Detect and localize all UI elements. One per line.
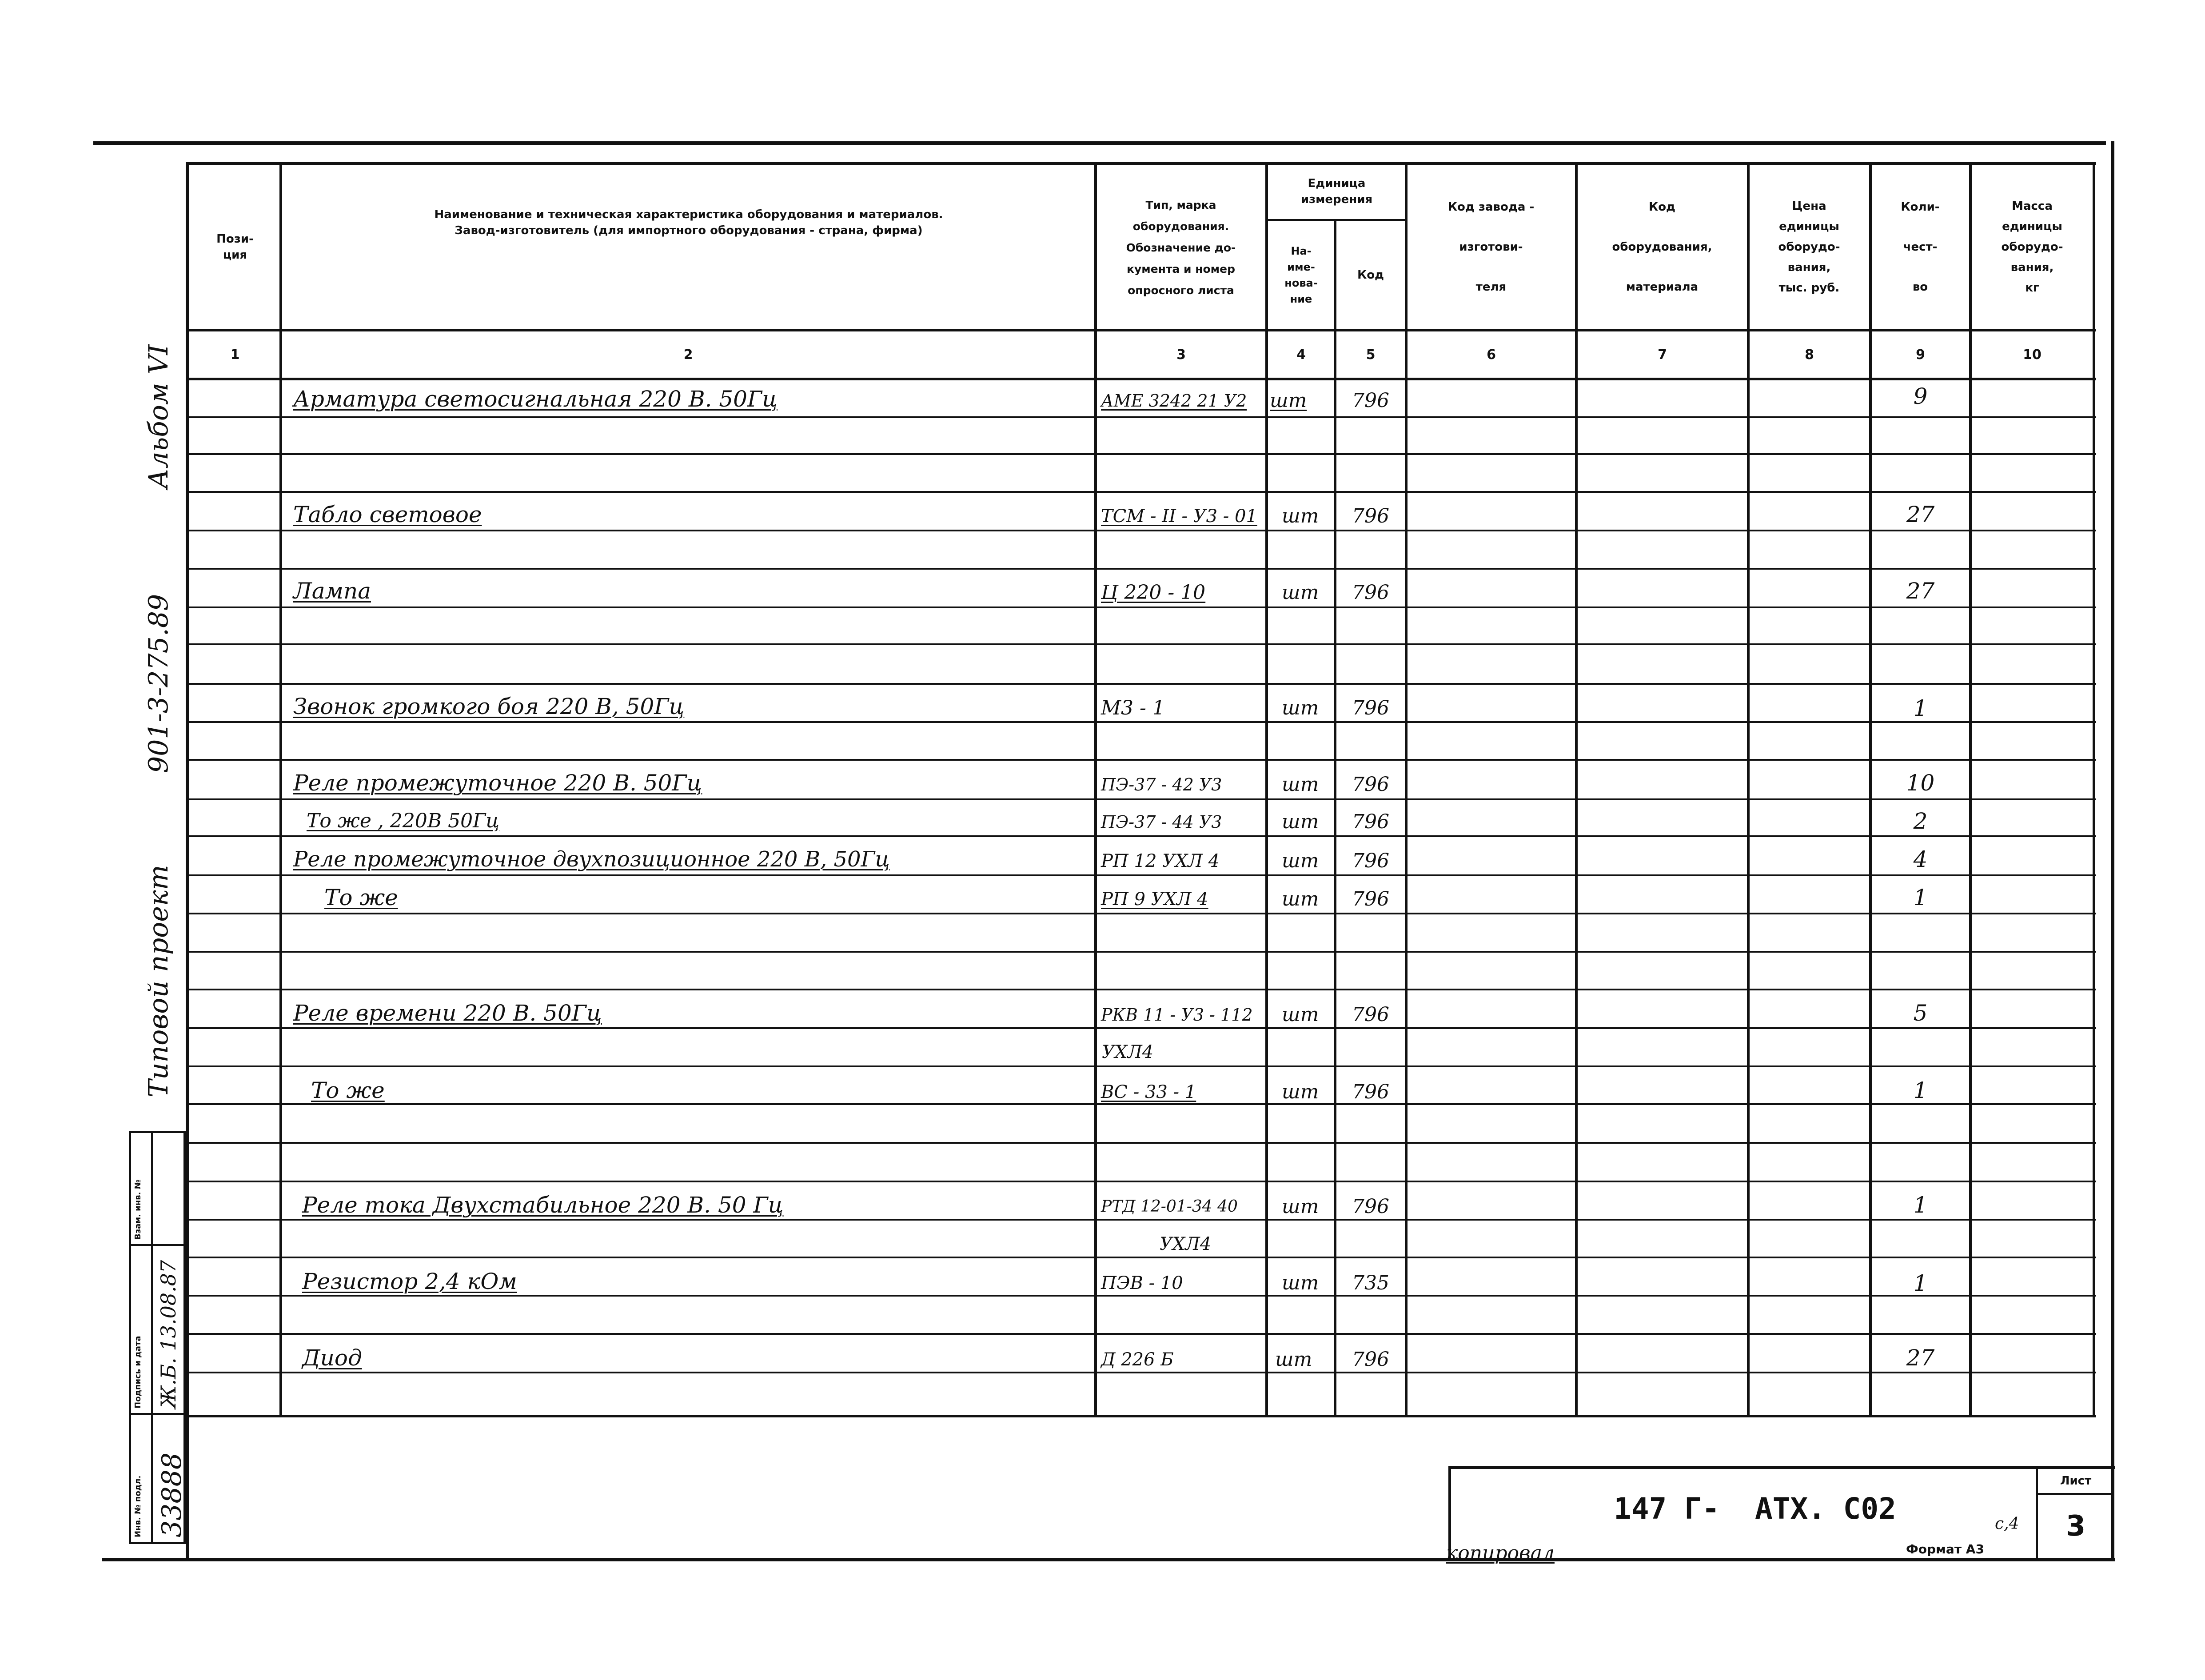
item-name: То же , 220В 50Гц <box>307 810 499 832</box>
header-equipment-code: Код оборудования, материала <box>1612 200 1712 294</box>
item-quantity: 27 <box>1906 578 1935 604</box>
item-code: 796 <box>1352 888 1389 910</box>
item-name: Реле времени 220 В. 50Гц <box>293 1000 602 1026</box>
item-code: 796 <box>1352 1195 1389 1218</box>
header-unit: Единица измерения <box>1300 177 1373 206</box>
row-line <box>186 683 2096 685</box>
item-unit: шт <box>1282 1003 1319 1026</box>
album-label: Альбом VI <box>143 344 174 489</box>
item-unit: шт <box>1282 1081 1319 1103</box>
header-unit-name: На- име- нова- ние <box>1284 244 1318 305</box>
item-quantity: 27 <box>1906 502 1935 527</box>
item-quantity: 1 <box>1913 1270 1928 1296</box>
row-line <box>186 798 2096 800</box>
item-code: 796 <box>1352 697 1389 719</box>
item-unit: шт <box>1282 1272 1319 1294</box>
item-type: РП 12 УХЛ 4 <box>1101 851 1220 871</box>
item-name: Резистор 2,4 кОм <box>302 1269 517 1294</box>
row-line <box>186 1333 2096 1335</box>
row-line <box>186 491 2096 493</box>
row-line <box>186 989 2096 990</box>
row-line <box>186 1181 2096 1182</box>
top-border-line <box>93 141 2106 145</box>
copied-label: копировал <box>1446 1542 1555 1564</box>
item-type: ВС - 33 - 1 <box>1101 1082 1196 1102</box>
header-plant-code: Код завода - изготови- теля <box>1447 200 1535 294</box>
col-number: 6 <box>1487 347 1496 363</box>
item-type: ПЭ-37 - 44 У3 <box>1101 812 1222 832</box>
item-type: ПЭ-37 - 42 У3 <box>1101 775 1222 794</box>
item-name: То же <box>324 885 398 910</box>
header-quantity: Коли- чест- во <box>1901 200 1940 294</box>
item-type: РП 9 УХЛ 4 <box>1101 889 1208 910</box>
col-number: 3 <box>1176 347 1186 363</box>
row-line <box>186 530 2096 531</box>
format-label: Формат А3 <box>1906 1542 1984 1556</box>
table-bottom-line <box>186 1415 2096 1417</box>
item-code: 796 <box>1352 850 1389 872</box>
item-code: 796 <box>1352 1003 1389 1026</box>
row-line <box>186 1065 2096 1067</box>
col-number: 2 <box>683 347 693 363</box>
small-note: с,4 <box>1995 1515 2019 1533</box>
col-number: 1 <box>230 347 240 363</box>
col-line-4 <box>1334 219 1336 1417</box>
item-type-line2: УХЛ4 <box>1102 1042 1154 1062</box>
col-line-10 <box>2093 162 2095 1417</box>
project-type-label: Типовой проект <box>143 865 174 1097</box>
row-line <box>186 874 2096 876</box>
item-quantity: 5 <box>1913 1000 1928 1026</box>
item-unit: шт <box>1282 697 1319 719</box>
item-quantity: 1 <box>1913 1077 1928 1103</box>
header-unit-code: Код <box>1357 268 1384 282</box>
item-name: Звонок громкого боя 220 В, 50Гц <box>293 694 685 719</box>
item-code: 796 <box>1352 581 1389 604</box>
row-line <box>186 1142 2096 1144</box>
item-code: 796 <box>1352 389 1389 412</box>
left-border-line <box>186 162 189 1560</box>
header-name: Наименование и техническая характеристика оборудования и материалов. Завод-изготовитель (для импортного оборудования - страна, фирма) <box>434 208 943 237</box>
item-name: Табло световое <box>293 502 482 527</box>
sheet-label: Лист <box>2060 1474 2092 1488</box>
item-type: РТД 12-01-34 40 <box>1101 1197 1238 1216</box>
item-quantity: 1 <box>1913 885 1928 910</box>
row-line <box>186 759 2096 761</box>
item-quantity: 2 <box>1913 808 1928 834</box>
sheet-number: 3 <box>2065 1510 2086 1543</box>
col-number: 8 <box>1805 347 1814 363</box>
row-line <box>186 453 2096 455</box>
item-quantity: 4 <box>1913 846 1928 872</box>
stamp-divider <box>129 1244 186 1246</box>
header-mass: Масса единицы оборудо- вания, кг <box>2001 199 2063 295</box>
item-type: ТСМ - II - У3 - 01 <box>1101 506 1257 527</box>
stamp-label-inventory: Инв. № подл. <box>133 1475 143 1537</box>
item-quantity: 27 <box>1906 1345 1935 1371</box>
item-type: РКВ 11 - У3 - 112 <box>1101 1005 1253 1025</box>
right-border-line <box>2111 141 2114 1561</box>
item-type: Д 226 Б <box>1101 1349 1174 1370</box>
item-name: Реле промежуточное 220 В. 50Гц <box>293 770 702 796</box>
item-code: 796 <box>1352 1081 1389 1103</box>
item-unit: шт <box>1275 1348 1312 1371</box>
item-name: Арматура светосигнальная 220 В. 50Гц <box>293 386 778 412</box>
item-code: 796 <box>1352 505 1389 527</box>
doc-code: 147 Г- АТХ. С02 <box>1614 1491 1896 1526</box>
item-type: М3 - 1 <box>1101 697 1165 719</box>
colnum-bottom-line <box>186 378 2096 380</box>
item-unit: шт <box>1282 1195 1319 1218</box>
inventory-number: 33888 <box>156 1453 187 1537</box>
col-number: 4 <box>1296 347 1306 363</box>
item-quantity: 1 <box>1913 695 1928 721</box>
item-name: Реле промежуточное двухпозиционное 220 В, 50Гц <box>293 847 890 872</box>
item-unit: шт <box>1282 888 1319 910</box>
item-unit: шт <box>1270 389 1307 412</box>
item-quantity: 1 <box>1913 1192 1928 1218</box>
row-line <box>186 607 2096 608</box>
item-code: 796 <box>1352 810 1389 833</box>
item-unit: шт <box>1282 773 1319 796</box>
item-name: То же <box>311 1077 385 1103</box>
col-number: 9 <box>1916 347 1925 363</box>
row-line <box>186 951 2096 953</box>
item-quantity: 9 <box>1913 383 1928 409</box>
row-line <box>186 643 2096 645</box>
signature-date: Ж.Б. 13.08.87 <box>156 1260 180 1409</box>
stamp-divider <box>151 1131 153 1544</box>
item-name: Лампа <box>293 578 371 604</box>
item-code: 796 <box>1352 1348 1389 1371</box>
item-type: Ц 220 - 10 <box>1101 581 1206 604</box>
row-line <box>186 416 2096 418</box>
header-type: Тип, марка оборудования. Обозначение до- кумента и номер опросного листа <box>1126 198 1236 297</box>
item-unit: шт <box>1282 850 1319 872</box>
item-code: 735 <box>1352 1272 1389 1294</box>
item-type-line2: УХЛ4 <box>1160 1234 1212 1254</box>
stamp-divider <box>129 1413 186 1415</box>
col-number: 7 <box>1658 347 1667 363</box>
item-unit: шт <box>1282 581 1319 604</box>
row-line <box>186 1257 2096 1258</box>
item-unit: шт <box>1282 505 1319 527</box>
project-code: 901-3-275.89 <box>143 594 174 773</box>
item-type: АМЕ 3242 21 У2 <box>1101 391 1247 411</box>
header-price: Цена единицы оборудо- вания, тыс. руб. <box>1778 199 1840 295</box>
item-code: 796 <box>1352 773 1389 796</box>
row-line <box>186 913 2096 914</box>
header-position: Пози- ция <box>216 232 254 262</box>
item-quantity: 10 <box>1906 770 1935 796</box>
col-number: 5 <box>1366 347 1376 363</box>
item-name: Реле тока Двухстабильное 220 В. 50 Гц <box>302 1192 784 1218</box>
row-line <box>186 835 2096 837</box>
stamp-label-substitute: Взам. инв. № <box>133 1179 143 1240</box>
item-unit: шт <box>1282 810 1319 833</box>
stamp-label-signature: Подпись и дата <box>133 1336 143 1409</box>
item-type: ПЭВ - 10 <box>1101 1273 1183 1293</box>
col-number: 10 <box>2023 347 2042 363</box>
item-name: Диод <box>302 1345 362 1371</box>
row-line <box>186 568 2096 570</box>
